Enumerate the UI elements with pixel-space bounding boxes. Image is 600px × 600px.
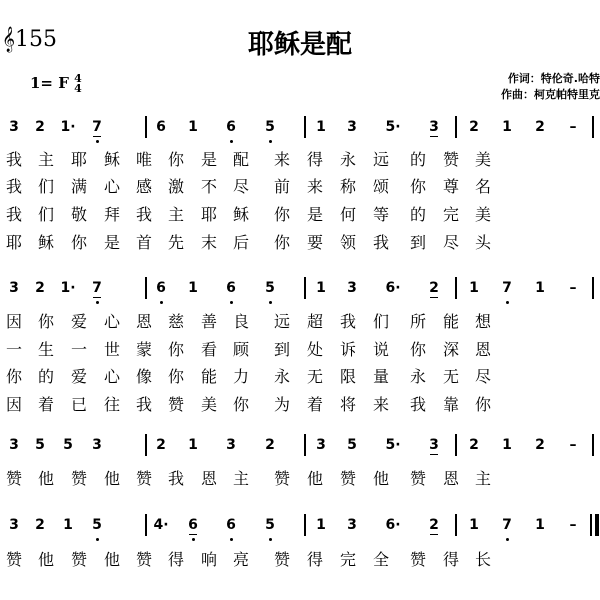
note: – bbox=[569, 280, 577, 296]
lyric-char: 主 bbox=[474, 469, 491, 488]
note: 2 bbox=[35, 280, 45, 296]
lyric-char: 赞 bbox=[273, 469, 290, 488]
lyric-char: 我 bbox=[135, 395, 152, 414]
lyric-char: 深 bbox=[442, 340, 459, 359]
lyric-char: 限 bbox=[339, 367, 356, 386]
lyric-char: 尽 bbox=[442, 233, 459, 252]
note: 5 bbox=[261, 119, 279, 135]
note: 1 bbox=[188, 119, 198, 135]
bar-line bbox=[304, 116, 306, 138]
lyric-char: 得 bbox=[306, 550, 323, 569]
lyric-char: 生 bbox=[37, 340, 54, 359]
lyric-char: 感 bbox=[135, 177, 152, 196]
lyric-char: 你 bbox=[273, 233, 290, 252]
lyric-char: 响 bbox=[200, 550, 217, 569]
lyric-char: 主 bbox=[167, 205, 184, 224]
note: 2 bbox=[535, 119, 545, 135]
lyric-char: 长 bbox=[474, 550, 491, 569]
note: 1 bbox=[502, 119, 512, 135]
lyric-char: 你 bbox=[167, 150, 184, 169]
lyric-char: 得 bbox=[442, 550, 459, 569]
hymn-title: 耶稣是配 bbox=[247, 30, 352, 60]
lyric-char: 永 bbox=[339, 150, 356, 169]
lyric-char: 到 bbox=[273, 340, 290, 359]
lyric-char: 称 bbox=[339, 177, 356, 196]
lyric-char: 你 bbox=[409, 340, 426, 359]
note: 6· bbox=[385, 280, 401, 296]
bar-line bbox=[592, 116, 594, 138]
lyric-char: 末 bbox=[200, 233, 217, 252]
lyric-char: 良 bbox=[232, 312, 249, 331]
lyric-char: 你 bbox=[474, 395, 491, 414]
lyric-char: 你 bbox=[167, 367, 184, 386]
note: 3 bbox=[425, 119, 443, 135]
time-signature bbox=[74, 74, 82, 94]
lyric-char: 得 bbox=[167, 550, 184, 569]
note: 7 bbox=[498, 280, 516, 296]
lyric-char: 诉 bbox=[339, 340, 356, 359]
note: 2 bbox=[35, 119, 45, 135]
lyric-char: 你 bbox=[167, 340, 184, 359]
lyric-char: 美 bbox=[474, 205, 491, 224]
lyric-char: 我 bbox=[5, 150, 22, 169]
bar-line bbox=[145, 277, 147, 299]
final-bar-line bbox=[590, 514, 599, 536]
lyric-char: 恩 bbox=[135, 312, 152, 331]
lyric-char: 美 bbox=[474, 150, 491, 169]
lyric-char: 善 bbox=[200, 312, 217, 331]
lyric-char: 永 bbox=[409, 367, 426, 386]
composer-credit: 作曲：柯克帕特里克 bbox=[501, 88, 600, 101]
lyric-char: 拜 bbox=[103, 205, 120, 224]
lyric-char: 赞 bbox=[5, 469, 22, 488]
note: 2 bbox=[469, 119, 479, 135]
lyric-char: 是 bbox=[200, 150, 217, 169]
lyric-char: 唯 bbox=[135, 150, 152, 169]
lyric-char: 赞 bbox=[70, 469, 87, 488]
hymn-number: 𝄞155 bbox=[2, 27, 57, 52]
note: 7 bbox=[88, 280, 106, 296]
lyric-char: 心 bbox=[103, 177, 120, 196]
key-signature bbox=[30, 74, 82, 94]
lyric-char: 头 bbox=[474, 233, 491, 252]
lyric-char: 已 bbox=[70, 395, 87, 414]
note: 1 bbox=[316, 517, 326, 533]
lyric-char: 着 bbox=[306, 395, 323, 414]
note: 5 bbox=[35, 437, 45, 453]
lyric-char: 所 bbox=[409, 312, 426, 331]
lyric-char: 来 bbox=[306, 177, 323, 196]
lyric-char: 你 bbox=[5, 367, 22, 386]
lyric-char: 赞 bbox=[5, 550, 22, 569]
note: 6 bbox=[152, 280, 170, 296]
note: 2 bbox=[469, 437, 479, 453]
lyric-char: 赞 bbox=[339, 469, 356, 488]
lyric-char: 到 bbox=[409, 233, 426, 252]
bar-line bbox=[304, 277, 306, 299]
lyric-char: 一 bbox=[70, 340, 87, 359]
lyric-char: 爱 bbox=[70, 312, 87, 331]
lyric-char: 世 bbox=[103, 340, 120, 359]
note: 2 bbox=[35, 517, 45, 533]
note: 1 bbox=[469, 280, 479, 296]
lyric-char: 恩 bbox=[200, 469, 217, 488]
lyric-char: 耶 bbox=[70, 150, 87, 169]
lyric-char: 们 bbox=[37, 205, 54, 224]
note: 2 bbox=[425, 280, 443, 296]
lyric-char: 主 bbox=[232, 469, 249, 488]
note: 3 bbox=[9, 119, 19, 135]
lyric-char: 前 bbox=[273, 177, 290, 196]
lyric-char: 赞 bbox=[135, 469, 152, 488]
lyric-char: 配 bbox=[232, 150, 249, 169]
note: 6 bbox=[222, 517, 240, 533]
lyric-char: 心 bbox=[103, 312, 120, 331]
note: 5 bbox=[261, 280, 279, 296]
lyric-char: 爱 bbox=[70, 367, 87, 386]
lyric-char: 你 bbox=[37, 312, 54, 331]
lyric-char: 无 bbox=[306, 367, 323, 386]
lyric-char: 耶 bbox=[5, 233, 22, 252]
note: 3 bbox=[226, 437, 236, 453]
note: 5 bbox=[63, 437, 73, 453]
note: 1 bbox=[188, 437, 198, 453]
lyric-char: 来 bbox=[273, 150, 290, 169]
lyric-char: 完 bbox=[442, 205, 459, 224]
note: 1 bbox=[535, 517, 545, 533]
lyric-char: 颂 bbox=[372, 177, 389, 196]
note: 3 bbox=[347, 517, 357, 533]
lyric-char: 首 bbox=[135, 233, 152, 252]
lyric-char: 来 bbox=[372, 395, 389, 414]
lyric-char: 全 bbox=[372, 550, 389, 569]
lyric-char: 的 bbox=[409, 150, 426, 169]
lyric-char: 激 bbox=[167, 177, 184, 196]
note: 6 bbox=[156, 119, 166, 135]
lyric-char: 何 bbox=[339, 205, 356, 224]
time-top: 4 bbox=[74, 72, 82, 85]
note: – bbox=[569, 437, 577, 453]
bar-line bbox=[455, 277, 457, 299]
note: 4· bbox=[153, 517, 169, 533]
lyric-char: 能 bbox=[200, 367, 217, 386]
note: 3 bbox=[425, 437, 443, 453]
note: 2 bbox=[425, 517, 443, 533]
lyric-char: 远 bbox=[273, 312, 290, 331]
lyric-char: 我 bbox=[167, 469, 184, 488]
lyric-char: 赞 bbox=[167, 395, 184, 414]
lyric-char: 尽 bbox=[232, 177, 249, 196]
lyric-char: 你 bbox=[273, 205, 290, 224]
lyric-char: 超 bbox=[306, 312, 323, 331]
note: 5 bbox=[347, 437, 357, 453]
note: 3 bbox=[347, 119, 357, 135]
note: 5· bbox=[385, 119, 401, 135]
lyric-char: 像 bbox=[135, 367, 152, 386]
lyric-char: 无 bbox=[442, 367, 459, 386]
lyric-char: 一 bbox=[5, 340, 22, 359]
note: 2 bbox=[265, 437, 275, 453]
note: 1· bbox=[60, 280, 76, 296]
lyric-char: 们 bbox=[372, 312, 389, 331]
lyric-char: 名 bbox=[474, 177, 491, 196]
note: 1 bbox=[188, 280, 198, 296]
lyric-char: 尊 bbox=[442, 177, 459, 196]
lyric-char: 要 bbox=[306, 233, 323, 252]
note: 6 bbox=[222, 280, 240, 296]
lyric-char: 说 bbox=[372, 340, 389, 359]
lyric-char: 他 bbox=[37, 550, 54, 569]
lyric-char: 顾 bbox=[232, 340, 249, 359]
note: 5· bbox=[385, 437, 401, 453]
lyric-char: 你 bbox=[232, 395, 249, 414]
lyric-char: 我 bbox=[135, 205, 152, 224]
lyric-char: 们 bbox=[37, 177, 54, 196]
lyric-char: 我 bbox=[5, 205, 22, 224]
note: 3 bbox=[92, 437, 102, 453]
lyric-char: 后 bbox=[232, 233, 249, 252]
lyric-char: 靠 bbox=[442, 395, 459, 414]
lyric-char: 稣 bbox=[232, 205, 249, 224]
note: 3 bbox=[347, 280, 357, 296]
lyric-char: 的 bbox=[409, 205, 426, 224]
bar-line bbox=[304, 514, 306, 536]
lyric-char: 远 bbox=[372, 150, 389, 169]
lyric-char: 先 bbox=[167, 233, 184, 252]
time-bottom: 4 bbox=[74, 82, 82, 95]
note: 1 bbox=[502, 437, 512, 453]
lyric-char: 他 bbox=[37, 469, 54, 488]
note: 1 bbox=[316, 119, 326, 135]
lyric-char: 耶 bbox=[200, 205, 217, 224]
lyric-char: 不 bbox=[200, 177, 217, 196]
lyric-char: 赞 bbox=[409, 550, 426, 569]
lyric-char: 得 bbox=[306, 150, 323, 169]
lyric-char: 敬 bbox=[70, 205, 87, 224]
lyric-char: 永 bbox=[273, 367, 290, 386]
lyric-char: 慈 bbox=[167, 312, 184, 331]
lyric-char: 他 bbox=[306, 469, 323, 488]
note: 6· bbox=[385, 517, 401, 533]
note: 5 bbox=[261, 517, 279, 533]
bar-line bbox=[145, 434, 147, 456]
note: 5 bbox=[88, 517, 106, 533]
lyric-char: 量 bbox=[372, 367, 389, 386]
bar-line bbox=[592, 434, 594, 456]
note: 2 bbox=[156, 437, 166, 453]
bar-line bbox=[592, 277, 594, 299]
lyric-char: 往 bbox=[103, 395, 120, 414]
lyric-char: 稣 bbox=[103, 150, 120, 169]
lyric-char: 处 bbox=[306, 340, 323, 359]
lyric-char: 想 bbox=[474, 312, 491, 331]
lyric-char: 亮 bbox=[232, 550, 249, 569]
note: 7 bbox=[88, 119, 106, 135]
lyric-char: 稣 bbox=[37, 233, 54, 252]
lyric-char: 着 bbox=[37, 395, 54, 414]
lyric-char: 是 bbox=[306, 205, 323, 224]
bar-line bbox=[455, 434, 457, 456]
lyric-char: 力 bbox=[232, 367, 249, 386]
lyric-char: 的 bbox=[37, 367, 54, 386]
lyric-char: 赞 bbox=[442, 150, 459, 169]
lyric-char: 为 bbox=[273, 395, 290, 414]
note: 3 bbox=[9, 517, 19, 533]
note: 1· bbox=[60, 119, 76, 135]
note: 7 bbox=[498, 517, 516, 533]
lyric-char: 心 bbox=[103, 367, 120, 386]
lyric-char: 恩 bbox=[474, 340, 491, 359]
bar-line bbox=[455, 514, 457, 536]
note: 3 bbox=[9, 280, 19, 296]
lyric-char: 看 bbox=[200, 340, 217, 359]
bar-line bbox=[145, 514, 147, 536]
note: 1 bbox=[469, 517, 479, 533]
note: 2 bbox=[535, 437, 545, 453]
lyricist-credit: 作词：特伦奇.哈特 bbox=[507, 72, 600, 85]
lyric-char: 你 bbox=[409, 177, 426, 196]
lyric-char: 将 bbox=[339, 395, 356, 414]
note: 6 bbox=[222, 119, 240, 135]
bar-line bbox=[455, 116, 457, 138]
lyric-char: 赞 bbox=[70, 550, 87, 569]
lyric-char: 我 bbox=[339, 312, 356, 331]
lyric-char: 能 bbox=[442, 312, 459, 331]
note: 3 bbox=[316, 437, 326, 453]
lyric-char: 蒙 bbox=[135, 340, 152, 359]
lyric-char: 完 bbox=[339, 550, 356, 569]
bar-line bbox=[145, 116, 147, 138]
lyric-char: 我 bbox=[409, 395, 426, 414]
lyric-char: 他 bbox=[372, 469, 389, 488]
note: 1 bbox=[316, 280, 326, 296]
lyric-char: 尽 bbox=[474, 367, 491, 386]
lyric-char: 主 bbox=[37, 150, 54, 169]
lyric-char: 恩 bbox=[442, 469, 459, 488]
lyric-char: 因 bbox=[5, 395, 22, 414]
note: 1 bbox=[63, 517, 73, 533]
note: – bbox=[569, 119, 577, 135]
key-label: 1= F bbox=[30, 74, 69, 92]
note: 1 bbox=[535, 280, 545, 296]
lyric-char: 领 bbox=[339, 233, 356, 252]
lyric-char: 赞 bbox=[409, 469, 426, 488]
note: – bbox=[569, 517, 577, 533]
lyric-char: 因 bbox=[5, 312, 22, 331]
lyric-char: 是 bbox=[103, 233, 120, 252]
lyric-char: 赞 bbox=[135, 550, 152, 569]
bar-line bbox=[304, 434, 306, 456]
lyric-char: 赞 bbox=[273, 550, 290, 569]
lyric-char: 他 bbox=[103, 469, 120, 488]
lyric-char: 他 bbox=[103, 550, 120, 569]
lyric-char: 你 bbox=[70, 233, 87, 252]
lyric-char: 等 bbox=[372, 205, 389, 224]
note: 6 bbox=[184, 517, 202, 533]
lyric-char: 我 bbox=[5, 177, 22, 196]
note: 3 bbox=[9, 437, 19, 453]
lyric-char: 美 bbox=[200, 395, 217, 414]
lyric-char: 满 bbox=[70, 177, 87, 196]
lyric-char: 我 bbox=[372, 233, 389, 252]
